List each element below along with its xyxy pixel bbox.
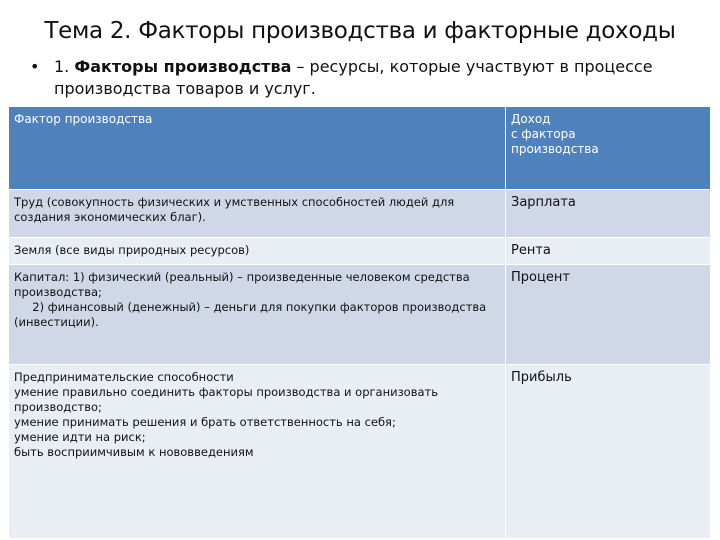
factor-line: быть восприимчивым к нововведениям xyxy=(14,445,254,459)
income-cell: Прибыль xyxy=(506,365,711,539)
factor-line: Предпринимательские способности xyxy=(14,370,234,384)
factor-line: умение правильно соединить факторы производства и организовать производство; xyxy=(14,385,442,414)
factor-line: Земля (все виды природных ресурсов) xyxy=(14,243,250,257)
table-row-capital xyxy=(9,265,711,365)
factor-cell xyxy=(9,265,506,365)
definition-term: Факторы производства xyxy=(74,57,292,76)
header-income-line: Доход xyxy=(511,112,551,126)
factor-line: Труд (совокупность физических и умственных способностей людей для создания экономических благ). xyxy=(14,195,458,224)
table-row-land xyxy=(9,238,711,265)
header-income-line: производства xyxy=(511,142,599,156)
definition-text xyxy=(54,56,694,100)
header-income xyxy=(506,107,711,190)
factor-line: умение принимать решения и брать ответственность на себя; xyxy=(14,415,396,429)
factor-cell xyxy=(9,238,506,265)
table-header-row xyxy=(9,107,711,190)
definition-body: – ресурсы, которые участвуют в процессе производства товаров и услуг. xyxy=(54,57,653,98)
factor-line: 2) финансовый (денежный) – деньги для покупки факторов производства (инвестиции). xyxy=(14,300,490,329)
factor-cell xyxy=(9,365,506,539)
factor-income-table xyxy=(8,106,711,539)
income-cell: Рента xyxy=(506,238,711,265)
table-row-labor xyxy=(9,190,711,238)
header-factor: Фактор производства xyxy=(9,107,506,190)
header-income-line: с фактора xyxy=(511,127,576,141)
bullet-dot-icon: • xyxy=(30,57,40,76)
table-row-entrepreneurship xyxy=(9,365,711,539)
income-cell: Процент xyxy=(506,265,711,365)
definition-number: 1. xyxy=(54,57,70,76)
slide-title: Тема 2. Факторы производства и факторные доходы xyxy=(44,18,676,44)
factor-line: Капитал: 1) физический (реальный) – произведенные человеком средства производства; xyxy=(14,270,474,299)
income-cell: Зарплата xyxy=(506,190,711,238)
factor-line: умение идти на риск; xyxy=(14,430,146,444)
factor-cell xyxy=(9,190,506,238)
